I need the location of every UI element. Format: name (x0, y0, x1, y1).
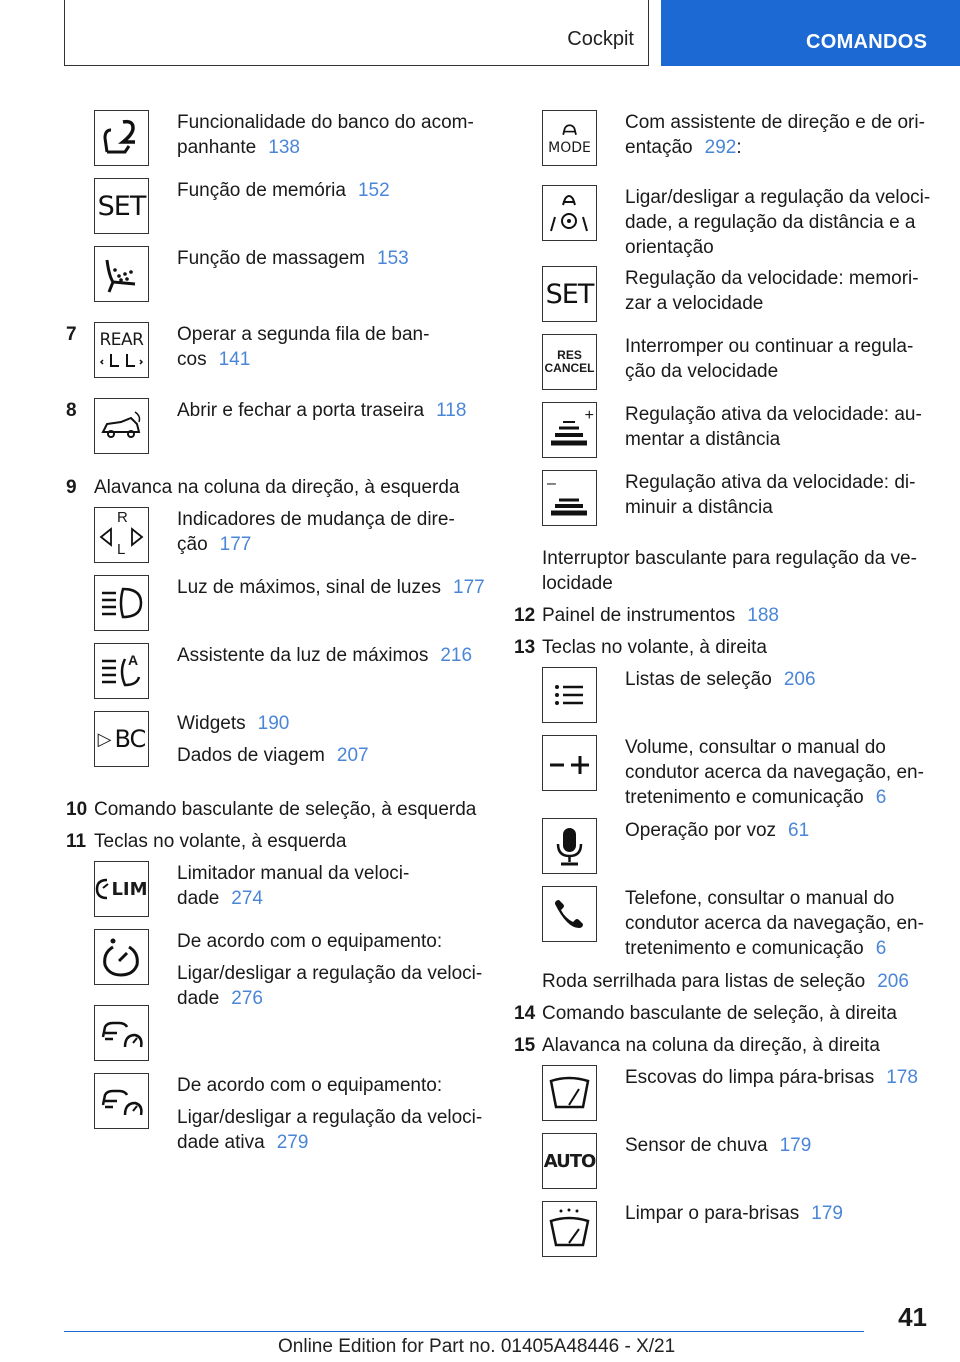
distance-increase-icon: + (542, 402, 597, 458)
memory-set-icon: SET (94, 178, 149, 234)
item-text: Limpar o para-brisas (625, 1203, 800, 1224)
page-ref-link[interactable]: 216 (440, 645, 473, 666)
note-text: Interruptor basculante para regulação da velocidade (542, 548, 917, 594)
item-text: Luz de máximos, sinal de luzes (177, 577, 442, 598)
page-ref-link[interactable]: 188 (747, 605, 779, 626)
bc-button-icon: ▷ BC (94, 711, 149, 767)
list-item (66, 861, 486, 929)
list-item (514, 886, 934, 969)
high-beam-icon (94, 575, 149, 631)
item-text: Ligar/desligar a regulação da velocidade, a regulação da distância e a orientação (625, 187, 931, 258)
res-cancel-icon: RES CANCEL (542, 334, 597, 390)
page-ref-link[interactable]: 190 (257, 713, 290, 734)
item-text: Função de massagem (177, 248, 365, 269)
page-ref-link[interactable]: 138 (268, 137, 300, 158)
list-item (66, 178, 486, 246)
drive-mode-icon: MODE (542, 110, 597, 166)
list-item: 8 Abrir e fechar a porta traseira 118 (66, 398, 486, 475)
item-text: Indicadores de mudança de direção (177, 509, 455, 555)
page-ref-link[interactable]: 141 (218, 349, 251, 370)
list-item (514, 185, 934, 266)
item-text: Volume, consultar o manual do condutor acerca da navegação, entretenimento e comunicação (625, 737, 924, 808)
section-heading: 11 Teclas no volante, à esquerda (66, 831, 347, 852)
item-text: Sensor de chuva (625, 1135, 768, 1156)
active-cruise-control-icon (94, 1073, 149, 1129)
page-ref-link[interactable]: 279 (276, 1132, 309, 1153)
turn-signal-icon: R L (94, 507, 149, 563)
massage-seat-icon (94, 246, 149, 302)
section-heading: 10 Comando basculante de seleção, à esquerda (66, 799, 477, 820)
left-column (66, 110, 486, 1153)
item-text: Abrir e fechar a porta traseira (177, 400, 425, 421)
list-item (514, 1201, 934, 1269)
list-item (514, 334, 934, 402)
list-item (514, 1133, 934, 1201)
page-ref-link[interactable]: 153 (377, 248, 409, 269)
section-heading: 13 Teclas no volante, à direita (514, 637, 767, 658)
page-ref-link[interactable]: 276 (231, 988, 263, 1009)
footer-edition: Online Edition for Part no. 01405A48446 - X/21 (278, 1336, 676, 1357)
list-item (66, 110, 486, 178)
list-item (514, 470, 934, 546)
page-ref-link[interactable]: 177 (219, 534, 252, 555)
section-title: Cockpit (567, 28, 634, 50)
wiper-icon (542, 1065, 597, 1121)
list-item (66, 575, 486, 643)
page-ref-link[interactable]: 6 (875, 938, 887, 959)
list-item (514, 818, 934, 886)
item-text: Interromper ou continuar a regulação da velocidade (625, 336, 914, 382)
page-ref-link[interactable]: 292 (704, 137, 737, 158)
list-item (66, 246, 486, 322)
item-text: Operar a segunda fila de bancos (177, 324, 430, 370)
page-ref-link[interactable]: 206 (877, 971, 909, 992)
section-heading: 14 Comando basculante de seleção, à direita (514, 1003, 897, 1024)
item-text: Telefone, consultar o manual do condutor acerca da navegação, entretenimento e comunicação (625, 888, 924, 959)
item-text: Operação por voz (625, 820, 777, 841)
item-text: Widgets (177, 713, 246, 734)
cruise-control-icon (94, 929, 149, 985)
page-ref-link[interactable]: 179 (811, 1203, 843, 1224)
page-ref-link[interactable]: 274 (231, 888, 263, 909)
item-text: Dados de viagem (177, 745, 325, 766)
section-heading: 12 Painel de instrumentos 188 (514, 605, 779, 626)
windshield-wash-icon (542, 1201, 597, 1257)
item-text: Função de memória (177, 180, 346, 201)
passenger-seat-icon (94, 110, 149, 166)
item-text: Regulação ativa da velocidade: diminuir a distância (625, 472, 916, 518)
page-ref-link[interactable]: 207 (336, 745, 369, 766)
page-ref-link[interactable]: 118 (436, 400, 467, 421)
list-item (514, 402, 934, 470)
chapter-tab[interactable]: COMANDOS (661, 0, 960, 66)
page-ref-link[interactable]: 61 (788, 820, 810, 841)
list-item (514, 735, 934, 818)
list-icon (542, 667, 597, 723)
item-text: Funcionalidade do banco do acompanhante (177, 112, 474, 158)
right-column (514, 110, 934, 1269)
auto-rain-sensor-icon: AUTO (542, 1133, 597, 1189)
page-ref-link[interactable]: 178 (886, 1067, 918, 1088)
speed-limiter-icon: LIM (94, 861, 149, 917)
set-speed-icon: SET (542, 266, 597, 322)
tailgate-car-icon (94, 398, 149, 454)
list-item: MODE Com assistente de direção e de orientação 292: (514, 110, 934, 185)
page-ref-link[interactable]: 6 (875, 787, 887, 808)
footer-divider (64, 1331, 864, 1332)
section-heading: 9 Alavanca na coluna da direção, à esquerda (66, 477, 460, 498)
list-item (514, 667, 934, 735)
item-text: De acordo com o equipamento: (177, 931, 443, 952)
item-text: Ligar/desligar a regulação da velocidade ativa (177, 1107, 483, 1153)
item-text: Regulação ativa da velocidade: aumentar a distância (625, 404, 922, 450)
rear-seat-icon: REAR (94, 322, 149, 378)
page-number: 41 (898, 1302, 927, 1332)
list-item: 7 REAR Operar a segunda fila de bancos 141 (66, 322, 486, 398)
item-text: Com assistente de direção e de orientação (625, 112, 925, 158)
item-text: Escovas do limpa pára-brisas (625, 1067, 875, 1088)
page-ref-link[interactable]: 152 (357, 180, 390, 201)
page-ref-link[interactable]: 177 (453, 577, 485, 598)
microphone-icon (542, 818, 597, 874)
list-item (514, 266, 934, 334)
item-text: Ligar/desligar a regulação da velocidade (177, 963, 483, 1009)
phone-icon (542, 886, 597, 942)
section-heading: 15 Alavanca na coluna da direção, à direita (514, 1035, 881, 1056)
list-item (66, 929, 486, 1009)
distance-decrease-icon: – (542, 470, 597, 526)
driving-assistant-icon (542, 185, 597, 241)
item-text: Listas de seleção (625, 669, 772, 690)
list-item (514, 1065, 934, 1133)
list-item (66, 643, 486, 711)
item-text: Regulação da velocidade: memorizar a velocidade (625, 268, 919, 314)
item-text: Limitador manual da velocidade (177, 863, 410, 909)
page-ref-link[interactable]: 179 (779, 1135, 812, 1156)
header-frame (64, 0, 649, 66)
page-ref-link[interactable]: 206 (783, 669, 816, 690)
list-item (66, 1073, 486, 1153)
list-item (66, 507, 486, 575)
active-cruise-control-icon (94, 1005, 149, 1061)
note-text: Roda serrilhada para listas de seleção 206 (542, 971, 909, 992)
item-text: De acordo com o equipamento: (177, 1075, 443, 1096)
list-item (66, 711, 486, 797)
item-text: Assistente da luz de máximos (177, 645, 429, 666)
volume-plus-minus-icon (542, 735, 597, 791)
high-beam-assist-icon: A (94, 643, 149, 699)
